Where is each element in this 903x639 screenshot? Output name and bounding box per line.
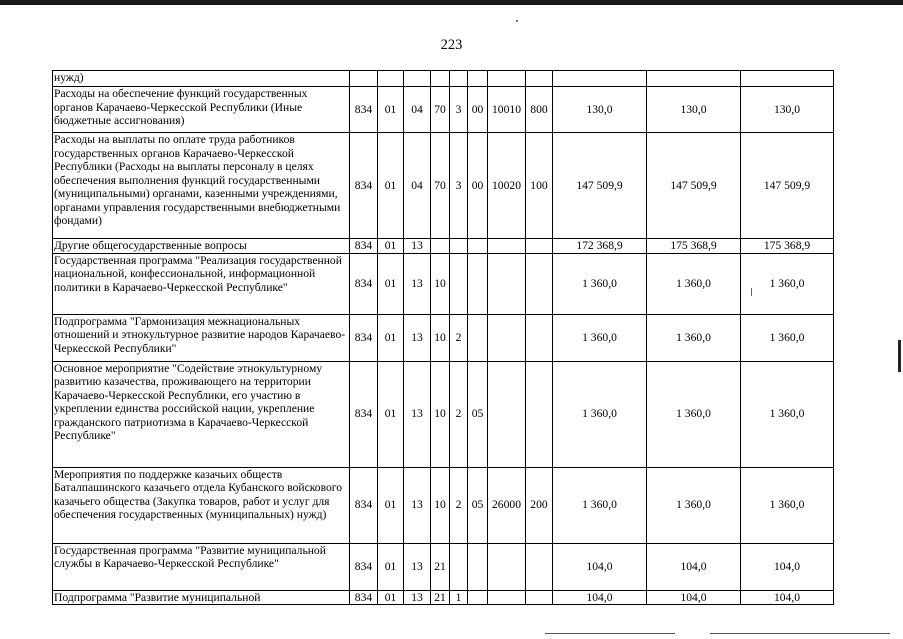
- scan-speck: [516, 20, 518, 22]
- amount-year-2: 147 509,9: [647, 133, 741, 239]
- amount-year-1: 1 360,0: [553, 361, 647, 467]
- expense-type-code: [526, 361, 553, 467]
- scan-edge-mark: [898, 340, 901, 372]
- subsection-code: 13: [404, 239, 431, 254]
- program-code: [431, 239, 450, 254]
- amount-year-2: 1 360,0: [647, 253, 741, 314]
- program-code: 21: [431, 543, 450, 590]
- subprogram-code: 2: [450, 314, 468, 361]
- org-code: 834: [350, 543, 378, 590]
- amount-year-2: 104,0: [647, 543, 741, 590]
- org-code: 834: [350, 239, 378, 254]
- subprogram-code: [450, 239, 468, 254]
- row-description: Подпрограмма "Развитие муниципальной: [53, 590, 350, 605]
- amount-year-3: 175 368,9: [741, 239, 834, 254]
- amount-year-3: 104,0: [741, 543, 834, 590]
- amount-year-1: 130,0: [553, 87, 647, 133]
- program-code: 10: [431, 361, 450, 467]
- section-code: 01: [378, 590, 404, 605]
- program-code: 70: [431, 133, 450, 239]
- table-row: [53, 314, 834, 361]
- direction-code: [488, 590, 526, 605]
- amount-year-1: 104,0: [553, 590, 647, 605]
- subprogram-code: [450, 253, 468, 314]
- program-code: 21: [431, 590, 450, 605]
- expense-type-code: [526, 543, 553, 590]
- amount-year-2: 1 360,0: [647, 361, 741, 467]
- amount-year-1: 1 360,0: [553, 467, 647, 543]
- expense-type-code: [526, 590, 553, 605]
- subprogram-code: 2: [450, 361, 468, 467]
- subsection-code: 04: [404, 87, 431, 133]
- event-code: [468, 590, 488, 605]
- amount-year-3: 1 360,0: [741, 467, 834, 543]
- table-row: [53, 253, 834, 314]
- amount-year-1: 1 360,0: [553, 253, 647, 314]
- amount-year-3: 104,0: [741, 590, 834, 605]
- expense-type-code: [526, 71, 553, 87]
- direction-code: 10010: [488, 87, 526, 133]
- page-number: 223: [440, 37, 463, 53]
- program-code: 10: [431, 253, 450, 314]
- program-code: 70: [431, 87, 450, 133]
- subsection-code: [404, 71, 431, 87]
- org-code: 834: [350, 361, 378, 467]
- subprogram-code: 3: [450, 133, 468, 239]
- event-code: [468, 239, 488, 254]
- org-code: 834: [350, 467, 378, 543]
- program-code: 10: [431, 467, 450, 543]
- event-code: 00: [468, 133, 488, 239]
- direction-code: 10020: [488, 133, 526, 239]
- subprogram-code: 3: [450, 87, 468, 133]
- section-code: [378, 71, 404, 87]
- direction-code: [488, 253, 526, 314]
- direction-code: 26000: [488, 467, 526, 543]
- org-code: 834: [350, 590, 378, 605]
- subsection-code: 13: [404, 467, 431, 543]
- table-row: [53, 239, 834, 254]
- section-code: 01: [378, 467, 404, 543]
- table-row: [53, 361, 834, 467]
- expense-type-code: 100: [526, 133, 553, 239]
- subprogram-code: [450, 543, 468, 590]
- amount-year-1: 147 509,9: [553, 133, 647, 239]
- scan-mark: [751, 288, 752, 296]
- direction-code: [488, 239, 526, 254]
- budget-table: [52, 70, 834, 605]
- expense-type-code: [526, 239, 553, 254]
- program-code: [431, 71, 450, 87]
- table-row: [53, 590, 834, 605]
- expense-type-code: [526, 253, 553, 314]
- subsection-code: 13: [404, 361, 431, 467]
- amount-year-1: [553, 71, 647, 87]
- row-description: Государственная программа "Реализация государственной национальной, конфессиональной, информационной политики в Карачаево-Черкесской Республике": [53, 253, 350, 314]
- amount-year-1: 104,0: [553, 543, 647, 590]
- subsection-code: 13: [404, 314, 431, 361]
- amount-year-2: 130,0: [647, 87, 741, 133]
- expense-type-code: [526, 314, 553, 361]
- expense-type-code: 200: [526, 467, 553, 543]
- direction-code: [488, 314, 526, 361]
- subsection-code: 13: [404, 543, 431, 590]
- org-code: 834: [350, 253, 378, 314]
- amount-year-2: 1 360,0: [647, 467, 741, 543]
- amount-year-1: 172 368,9: [553, 239, 647, 254]
- amount-year-3: 1 360,0: [741, 253, 834, 314]
- amount-year-3: [741, 71, 834, 87]
- direction-code: [488, 543, 526, 590]
- event-code: [468, 543, 488, 590]
- row-description: Другие общегосударственные вопросы: [53, 239, 350, 254]
- amount-year-2: [647, 71, 741, 87]
- table-row: [53, 71, 834, 87]
- event-code: 05: [468, 467, 488, 543]
- amount-year-1: 1 360,0: [553, 314, 647, 361]
- amount-year-3: 130,0: [741, 87, 834, 133]
- section-code: 01: [378, 361, 404, 467]
- row-description: Подпрограмма "Гармонизация межнациональных отношений и этнокультурное развитие народов Карачаево-Черкесской Республики": [53, 314, 350, 361]
- row-description: Государственная программа "Развитие муниципальной службы в Карачаево-Черкесской Республике": [53, 543, 350, 590]
- table-row: [53, 543, 834, 590]
- org-code: [350, 71, 378, 87]
- subprogram-code: [450, 71, 468, 87]
- program-code: 10: [431, 314, 450, 361]
- section-code: 01: [378, 87, 404, 133]
- amount-year-2: 175 368,9: [647, 239, 741, 254]
- subsection-code: 13: [404, 253, 431, 314]
- scan-bottom-line: [545, 633, 675, 634]
- section-code: 01: [378, 133, 404, 239]
- org-code: 834: [350, 133, 378, 239]
- table-row: [53, 467, 834, 543]
- amount-year-2: 104,0: [647, 590, 741, 605]
- expense-type-code: 800: [526, 87, 553, 133]
- amount-year-2: 1 360,0: [647, 314, 741, 361]
- row-description: Основное мероприятие "Содействие этнокультурному развитию казачества, проживающего на территории Карачаево-Черкесской Республики, его участию в укреплении единства российской нации, укрепление гражданского патриотизма в Карачаево-Черкесской Республике": [53, 361, 350, 467]
- row-description: Расходы на выплаты по оплате труда работников государственных органов Карачаево-Черкесской Республики (Расходы на выплаты персоналу в целях обеспечения выполнения функций государственными (муниципальными) органами, казенными учреждениями, органами управления государственными внебюджетными фондами): [53, 133, 350, 239]
- direction-code: [488, 71, 526, 87]
- row-description: Расходы на обеспечение функций государственных органов Карачаево-Черкесской Республики (Иные бюджетные ассигнования): [53, 87, 350, 133]
- section-code: 01: [378, 314, 404, 361]
- table-row: [53, 133, 834, 239]
- scan-top-border: [0, 0, 903, 5]
- amount-year-3: 1 360,0: [741, 314, 834, 361]
- amount-year-3: 147 509,9: [741, 133, 834, 239]
- scan-bottom-line: [710, 633, 890, 634]
- direction-code: [488, 361, 526, 467]
- section-code: 01: [378, 543, 404, 590]
- section-code: 01: [378, 253, 404, 314]
- table-row: [53, 87, 834, 133]
- subsection-code: 13: [404, 590, 431, 605]
- org-code: 834: [350, 314, 378, 361]
- org-code: 834: [350, 87, 378, 133]
- event-code: [468, 253, 488, 314]
- subprogram-code: 1: [450, 590, 468, 605]
- subsection-code: 04: [404, 133, 431, 239]
- amount-year-3: 1 360,0: [741, 361, 834, 467]
- event-code: 00: [468, 87, 488, 133]
- section-code: 01: [378, 239, 404, 254]
- row-description: нужд): [53, 71, 350, 87]
- subprogram-code: 2: [450, 467, 468, 543]
- event-code: [468, 314, 488, 361]
- event-code: [468, 71, 488, 87]
- row-description: Мероприятия по поддержке казачьих обществ Баталпашинского казачьего отдела Кубанского войскового казачьего общества (Закупка товаров, работ и услуг для обеспечения государственных (муниципальных) нужд): [53, 467, 350, 543]
- event-code: 05: [468, 361, 488, 467]
